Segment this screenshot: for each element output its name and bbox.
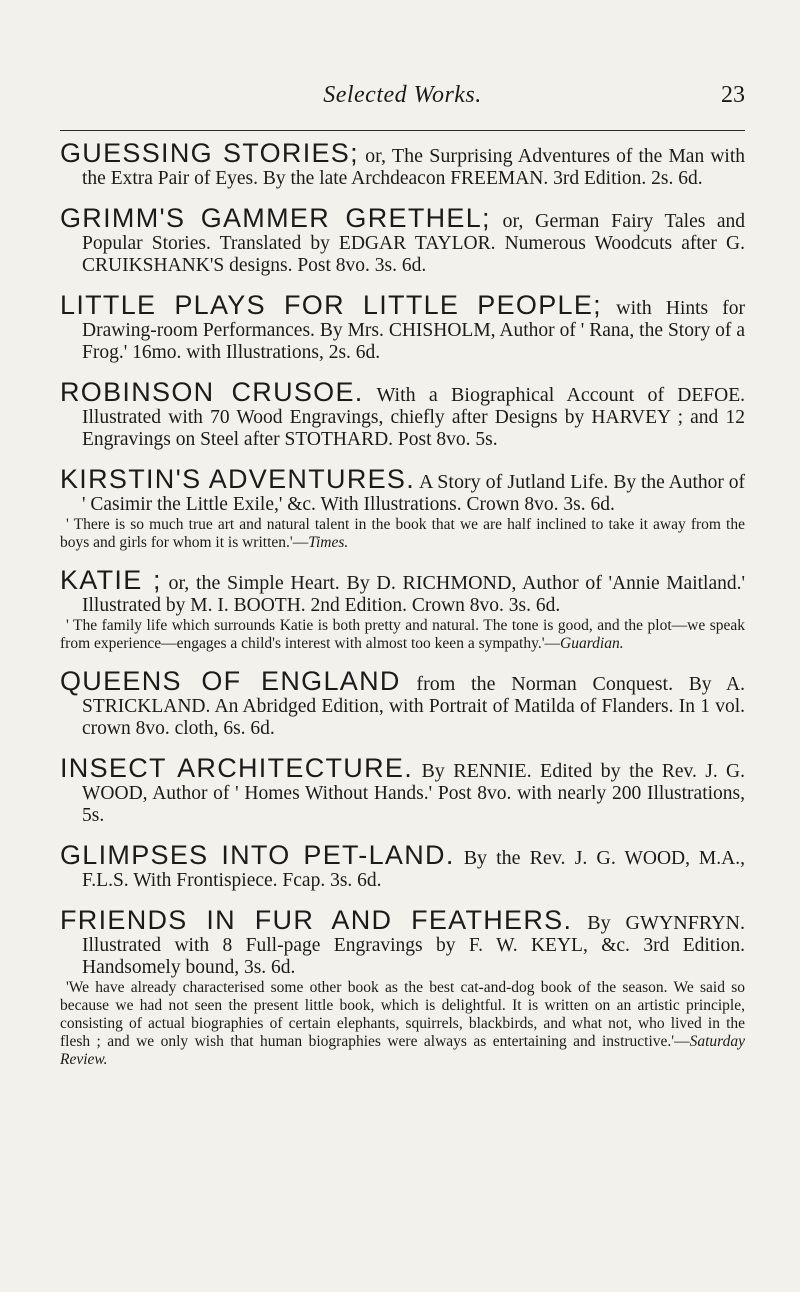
review-source: Saturday Review.: [60, 1033, 745, 1068]
entry-text: [60, 565, 745, 617]
entry-description: By the Author of ' Casimir the Little Exile,' &c. With Illustrations. Crown 8vo. 3s. 6d.: [82, 472, 745, 515]
entry-description: Rev. J. G. WOOD, Author of ' Homes Without Hands.' Post 8vo. with nearly 200 Illustrations, 5s.: [82, 761, 745, 826]
book-entry: [60, 840, 745, 892]
book-entry: [60, 565, 745, 653]
book-entry: [60, 203, 746, 277]
entry-lead: or, the Simple Heart. By D. RICHMOND, Author of: [161, 572, 602, 594]
entry-description: DEFOE. Illustrated with 70 Wood Engravings, chiefly after Designs by HARVEY ; and 12 Engravings on Steel after STOTHARD. Post 8vo. 5s.: [82, 385, 745, 450]
book-title: ROBINSON CRUSOE.: [60, 377, 364, 407]
entry-lead: A Story of Jutland Life.: [415, 471, 609, 493]
book-entry: [60, 905, 745, 1069]
page-number: 23: [721, 82, 745, 108]
entry-lead: With a Biographical Account of: [363, 384, 665, 406]
catalogue-entries: [60, 138, 746, 1086]
entry-description: By A. STRICKLAND. An Abridged Edition, with Portrait of Matilda of Flanders. In 1 vol. crown 8vo. cloth, 6s. 6d.: [82, 674, 746, 739]
entry-description: WOOD, M.A., F.L.S. With Frontispiece. Fcap. 3s. 6d.: [82, 848, 745, 891]
entry-description: 'Annie Maitland.' Illustrated by M. I. BOOTH. 2nd Edition. Crown 8vo. 3s. 6d.: [82, 573, 745, 616]
entry-lead: or, German Fairy: [490, 210, 654, 232]
book-title: FRIENDS IN FUR AND FEATHERS.: [60, 905, 573, 935]
entry-text: [60, 138, 745, 190]
running-title: Selected Works.: [323, 82, 482, 108]
review-quote: [60, 516, 745, 552]
review-quote: [60, 617, 745, 653]
book-title: LITTLE PLAYS FOR LITTLE PEOPLE;: [60, 290, 602, 320]
entry-text: [60, 377, 745, 451]
review-text: ' The family life which surrounds Katie is both pretty and natural. The tone is good, and the plot—we speak from experience—engages a child's interest with almost too keen a sympathy.'—: [60, 617, 745, 652]
book-title: KATIE ;: [60, 565, 162, 595]
entry-lead: By RENNIE. Edited by the: [413, 760, 654, 782]
entry-lead: from the Norman Conquest.: [400, 673, 674, 695]
header-rule: [60, 130, 745, 131]
entry-lead: By GWYNFRYN.: [572, 912, 745, 934]
book-title: GRIMM'S GAMMER GRETHEL;: [60, 203, 491, 233]
entry-text: [60, 203, 746, 277]
book-entry: [60, 377, 745, 451]
entry-text: [60, 666, 746, 740]
book-title: INSECT ARCHITECTURE.: [60, 753, 413, 783]
book-title: GUESSING STORIES;: [60, 138, 359, 168]
book-title: QUEENS OF ENGLAND: [60, 666, 401, 696]
review-quote: [60, 979, 745, 1069]
entry-text: [60, 840, 745, 892]
entry-description: Hints for Drawing-room Performances. By Mrs. CHISHOLM, Author of ' Rana, the Story of a Frog.' 16mo. with Illustrations, 2s. 6d.: [82, 298, 745, 363]
review-text: ' There is so much true art and natural talent in the book that we are half inclined to take it away from the boys and girls for whom it is written.'—: [60, 516, 745, 551]
review-source: Guardian.: [560, 635, 624, 652]
running-header: [60, 82, 745, 122]
entry-text: [60, 464, 745, 516]
entry-text: [60, 905, 745, 979]
entry-lead: with: [601, 297, 652, 319]
book-title: KIRSTIN'S ADVENTURES.: [60, 464, 416, 494]
entry-text: [60, 290, 745, 364]
review-source: Times.: [308, 534, 349, 551]
entry-description: Illustrated with 8 Full-page Engravings by F. W. KEYL, &c. 3rd Edition. Handsomely bound, 3s. 6d.: [82, 935, 745, 978]
entry-text: [60, 753, 745, 827]
entry-description: of the Man with the Extra Pair of Eyes. By the late Archdeacon FREEMAN. 3rd Edition. 2s. 6d.: [82, 146, 745, 189]
book-entry: [60, 666, 746, 740]
review-text: 'We have already characterised some other book as the best cat-and-dog book of the season. We said so because we had not seen the present little book, which is delightful. It is written on an artistic principle, consisting of actual biographies of certain elephants, squirrels, blackbirds, and what not, who lived in the flesh ; and we only wish that human biographies were always as entertaining and instructive.'—: [60, 979, 745, 1050]
book-entry: [60, 290, 745, 364]
book-entry: [60, 753, 745, 827]
entry-lead: By the Rev. J. G.: [454, 847, 616, 869]
book-entry: [60, 138, 745, 190]
book-entry: [60, 464, 745, 552]
book-title: GLIMPSES INTO PET-LAND.: [60, 840, 455, 870]
entry-description: Tales and Popular Stories. Translated by EDGAR TAYLOR. Numerous Woodcuts after G. CRUIKSHANK'S designs. Post 8vo. 3s. 6d.: [82, 211, 746, 276]
entry-lead: or, The Surprising Adventures: [358, 145, 610, 167]
